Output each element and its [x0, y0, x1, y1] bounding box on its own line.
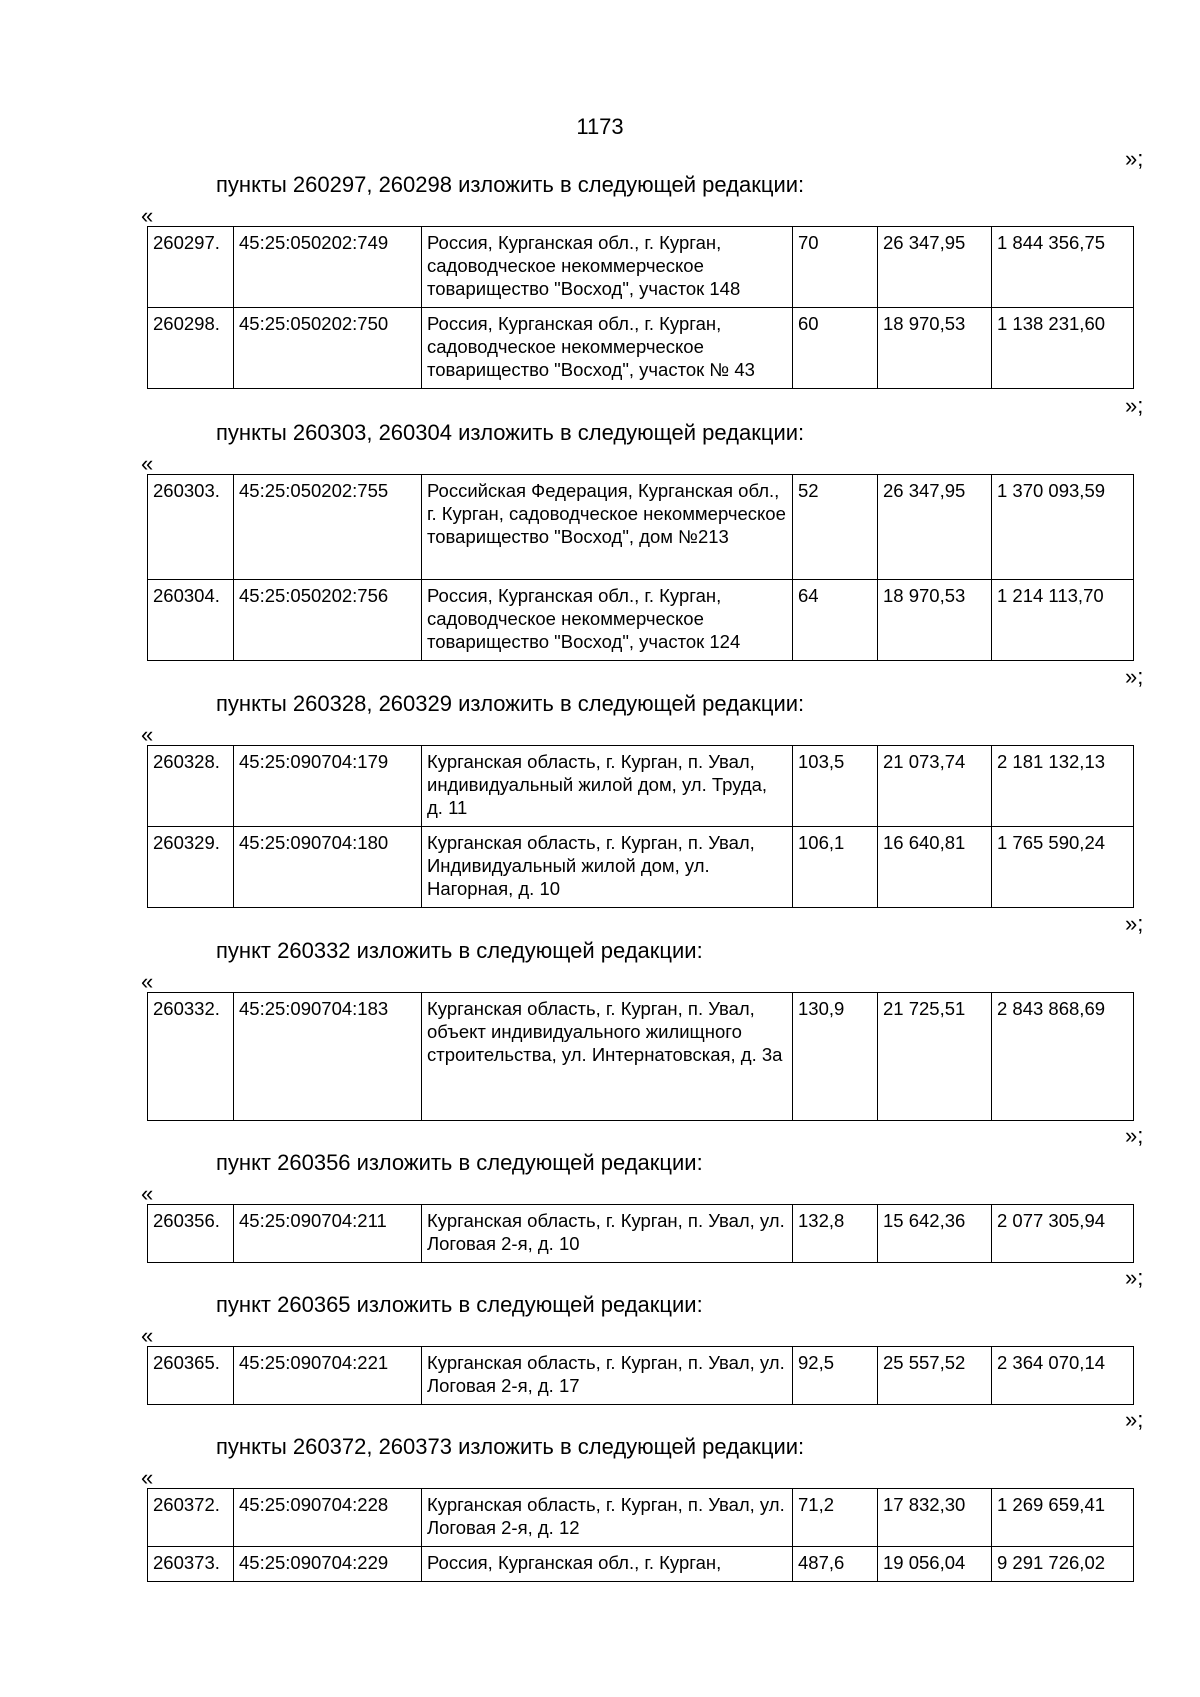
- table-row: [148, 1547, 1134, 1582]
- closing-quote: »;: [1125, 1407, 1144, 1432]
- unit-price: 21 073,74: [878, 746, 992, 827]
- cadastral-number: 45:25:050202:756: [234, 580, 422, 661]
- area: 64: [793, 580, 878, 661]
- opening-quote: «: [141, 1181, 154, 1206]
- register-table: [147, 745, 1134, 908]
- cadastral-number: 45:25:050202:749: [234, 227, 422, 308]
- register-table: [147, 1346, 1134, 1405]
- opening-quote: «: [141, 451, 154, 476]
- unit-price: 15 642,36: [878, 1205, 992, 1263]
- opening-quote: «: [141, 969, 154, 994]
- table-row: [148, 227, 1134, 308]
- cadastral-number: 45:25:090704:228: [234, 1489, 422, 1547]
- table-row: [148, 746, 1134, 827]
- cadastral-value: 2 077 305,94: [992, 1205, 1134, 1263]
- page-number: 1173: [576, 114, 624, 139]
- closing-quote: »;: [1125, 911, 1144, 936]
- item-number: 260365.: [148, 1347, 234, 1405]
- cadastral-number: 45:25:090704:180: [234, 827, 422, 908]
- opening-quote: «: [141, 1323, 154, 1348]
- address: Курганская область, г. Курган, п. Увал, ул. Логовая 2-я, д. 12: [422, 1489, 793, 1547]
- register-table: [147, 1488, 1134, 1582]
- item-number: 260304.: [148, 580, 234, 661]
- area: 130,9: [793, 993, 878, 1121]
- table-row: [148, 827, 1134, 908]
- item-number: 260297.: [148, 227, 234, 308]
- table-row: [148, 1347, 1134, 1405]
- section-heading: пункты 260297, 260298 изложить в следующей редакции:: [216, 172, 805, 197]
- unit-price: 21 725,51: [878, 993, 992, 1121]
- cadastral-value: 1 214 113,70: [992, 580, 1134, 661]
- register-table: [147, 226, 1134, 389]
- area: 487,6: [793, 1547, 878, 1582]
- table-row: [148, 993, 1134, 1121]
- section-heading: пункт 260332 изложить в следующей редакции:: [216, 938, 703, 963]
- address: Россия, Курганская обл., г. Курган, садоводческое некоммерческое товарищество "Восход", участок № 43: [422, 308, 793, 389]
- register-table: [147, 1204, 1134, 1263]
- table-row: [148, 580, 1134, 661]
- cadastral-value: 1 844 356,75: [992, 227, 1134, 308]
- closing-quote: »;: [1125, 664, 1144, 689]
- unit-price: 19 056,04: [878, 1547, 992, 1582]
- table-row: [148, 1205, 1134, 1263]
- item-number: 260329.: [148, 827, 234, 908]
- opening-quote: «: [141, 722, 154, 747]
- cadastral-number: 45:25:050202:755: [234, 475, 422, 580]
- item-number: 260303.: [148, 475, 234, 580]
- area: 70: [793, 227, 878, 308]
- unit-price: 26 347,95: [878, 475, 992, 580]
- cadastral-value: 1 138 231,60: [992, 308, 1134, 389]
- section-heading: пункты 260328, 260329 изложить в следующей редакции:: [216, 691, 805, 716]
- section-heading: пункт 260365 изложить в следующей редакции:: [216, 1292, 703, 1317]
- unit-price: 17 832,30: [878, 1489, 992, 1547]
- unit-price: 25 557,52: [878, 1347, 992, 1405]
- cadastral-number: 45:25:090704:179: [234, 746, 422, 827]
- opening-quote: «: [141, 203, 154, 228]
- unit-price: 26 347,95: [878, 227, 992, 308]
- address: Курганская область, г. Курган, п. Увал, объект индивидуального жилищного строительства, ул. Интернатовская, д. 3а: [422, 993, 793, 1121]
- item-number: 260328.: [148, 746, 234, 827]
- cadastral-number: 45:25:090704:229: [234, 1547, 422, 1582]
- address: Россия, Курганская обл., г. Курган,: [422, 1547, 793, 1582]
- item-number: 260372.: [148, 1489, 234, 1547]
- address: Россия, Курганская обл., г. Курган, садоводческое некоммерческое товарищество "Восход", участок 124: [422, 580, 793, 661]
- table-row: [148, 308, 1134, 389]
- address: Курганская область, г. Курган, п. Увал, ул. Логовая 2-я, д. 10: [422, 1205, 793, 1263]
- address: Курганская область, г. Курган, п. Увал, индивидуальный жилой дом, ул. Труда, д. 11: [422, 746, 793, 827]
- closing-quote: »;: [1125, 1123, 1144, 1148]
- address: Курганская область, г. Курган, п. Увал, Индивидуальный жилой дом, ул. Нагорная, д. 10: [422, 827, 793, 908]
- closing-quote: »;: [1125, 1265, 1144, 1290]
- area: 92,5: [793, 1347, 878, 1405]
- cadastral-number: 45:25:090704:211: [234, 1205, 422, 1263]
- area: 106,1: [793, 827, 878, 908]
- cadastral-number: 45:25:090704:221: [234, 1347, 422, 1405]
- closing-quote: »;: [1125, 393, 1144, 418]
- unit-price: 18 970,53: [878, 580, 992, 661]
- unit-price: 18 970,53: [878, 308, 992, 389]
- cadastral-value: 2 181 132,13: [992, 746, 1134, 827]
- area: 60: [793, 308, 878, 389]
- opening-quote: «: [141, 1465, 154, 1490]
- section-heading: пункты 260303, 260304 изложить в следующей редакции:: [216, 420, 805, 445]
- item-number: 260332.: [148, 993, 234, 1121]
- section-heading: пункт 260356 изложить в следующей редакции:: [216, 1150, 703, 1175]
- cadastral-value: 1 370 093,59: [992, 475, 1134, 580]
- address: Курганская область, г. Курган, п. Увал, ул. Логовая 2-я, д. 17: [422, 1347, 793, 1405]
- section-heading: пункты 260372, 260373 изложить в следующей редакции:: [216, 1434, 805, 1459]
- unit-price: 16 640,81: [878, 827, 992, 908]
- area: 71,2: [793, 1489, 878, 1547]
- cadastral-value: 1 269 659,41: [992, 1489, 1134, 1547]
- closing-quote: »;: [1125, 146, 1144, 171]
- cadastral-number: 45:25:090704:183: [234, 993, 422, 1121]
- table-row: [148, 475, 1134, 580]
- table-row: [148, 1489, 1134, 1547]
- cadastral-number: 45:25:050202:750: [234, 308, 422, 389]
- item-number: 260356.: [148, 1205, 234, 1263]
- cadastral-value: 2 364 070,14: [992, 1347, 1134, 1405]
- area: 103,5: [793, 746, 878, 827]
- cadastral-value: 1 765 590,24: [992, 827, 1134, 908]
- register-table: [147, 992, 1134, 1121]
- area: 132,8: [793, 1205, 878, 1263]
- area: 52: [793, 475, 878, 580]
- cadastral-value: 2 843 868,69: [992, 993, 1134, 1121]
- cadastral-value: 9 291 726,02: [992, 1547, 1134, 1582]
- register-table: [147, 474, 1134, 661]
- item-number: 260373.: [148, 1547, 234, 1582]
- address: Россия, Курганская обл., г. Курган, садоводческое некоммерческое товарищество "Восход", участок 148: [422, 227, 793, 308]
- item-number: 260298.: [148, 308, 234, 389]
- address: Российская Федерация, Курганская обл., г. Курган, садоводческое некоммерческое товарищество "Восход", дом №213: [422, 475, 793, 580]
